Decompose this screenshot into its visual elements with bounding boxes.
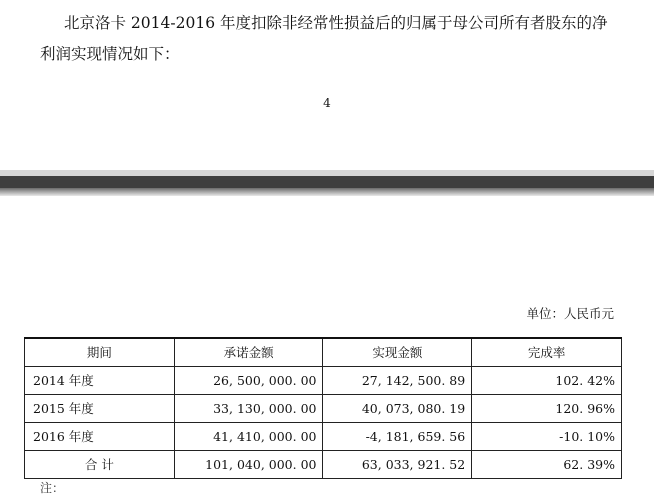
cell-rate: -10. 10%: [472, 422, 622, 450]
table-row: [25, 394, 622, 422]
cell-period: 2015 年度: [25, 394, 175, 422]
cell-total-committed: 101, 040, 000. 00: [174, 450, 323, 478]
cell-realized: 40, 073, 080. 19: [323, 394, 472, 422]
cell-realized: -4, 181, 659. 56: [323, 422, 472, 450]
cell-total-rate: 62. 39%: [472, 450, 622, 478]
cell-rate: 120. 96%: [472, 394, 622, 422]
cell-period: 2014 年度: [25, 366, 175, 394]
cell-total-label: 合 计: [25, 450, 175, 478]
table-row: [25, 366, 622, 394]
table-total-row: [25, 450, 622, 478]
paragraph-line-2: 利润实现情况如下：: [40, 45, 180, 63]
cutoff-note-text: 注：: [40, 481, 65, 495]
table-header-row: [25, 338, 622, 366]
header-realized-amount: 实现金额: [323, 338, 472, 366]
cell-committed: 26, 500, 000. 00: [174, 366, 323, 394]
cell-realized: 27, 142, 500. 89: [323, 366, 472, 394]
cell-committed: 41, 410, 000. 00: [174, 422, 323, 450]
cell-period: 2016 年度: [25, 422, 175, 450]
table-row: [25, 422, 622, 450]
document-page-lower: [0, 196, 654, 495]
cell-rate: 102. 42%: [472, 366, 622, 394]
page-number: 4: [323, 96, 331, 110]
body-paragraph: [40, 8, 620, 70]
cutoff-note: [40, 481, 100, 495]
header-period: 期间: [25, 338, 175, 366]
unit-label: 单位：人民币元: [526, 306, 614, 321]
page-break-divider: [0, 170, 654, 196]
document-page-upper: [0, 0, 654, 170]
header-committed-amount: 承诺金额: [174, 338, 323, 366]
profit-realization-table: [24, 337, 622, 479]
cell-total-realized: 63, 033, 921. 52: [323, 450, 472, 478]
paragraph-line-1: 北京洛卡 2014-2016 年度扣除非经常性损益后的归属于母公司所有者股东的净: [64, 14, 608, 32]
cell-committed: 33, 130, 000. 00: [174, 394, 323, 422]
header-completion-rate: 完成率: [472, 338, 622, 366]
